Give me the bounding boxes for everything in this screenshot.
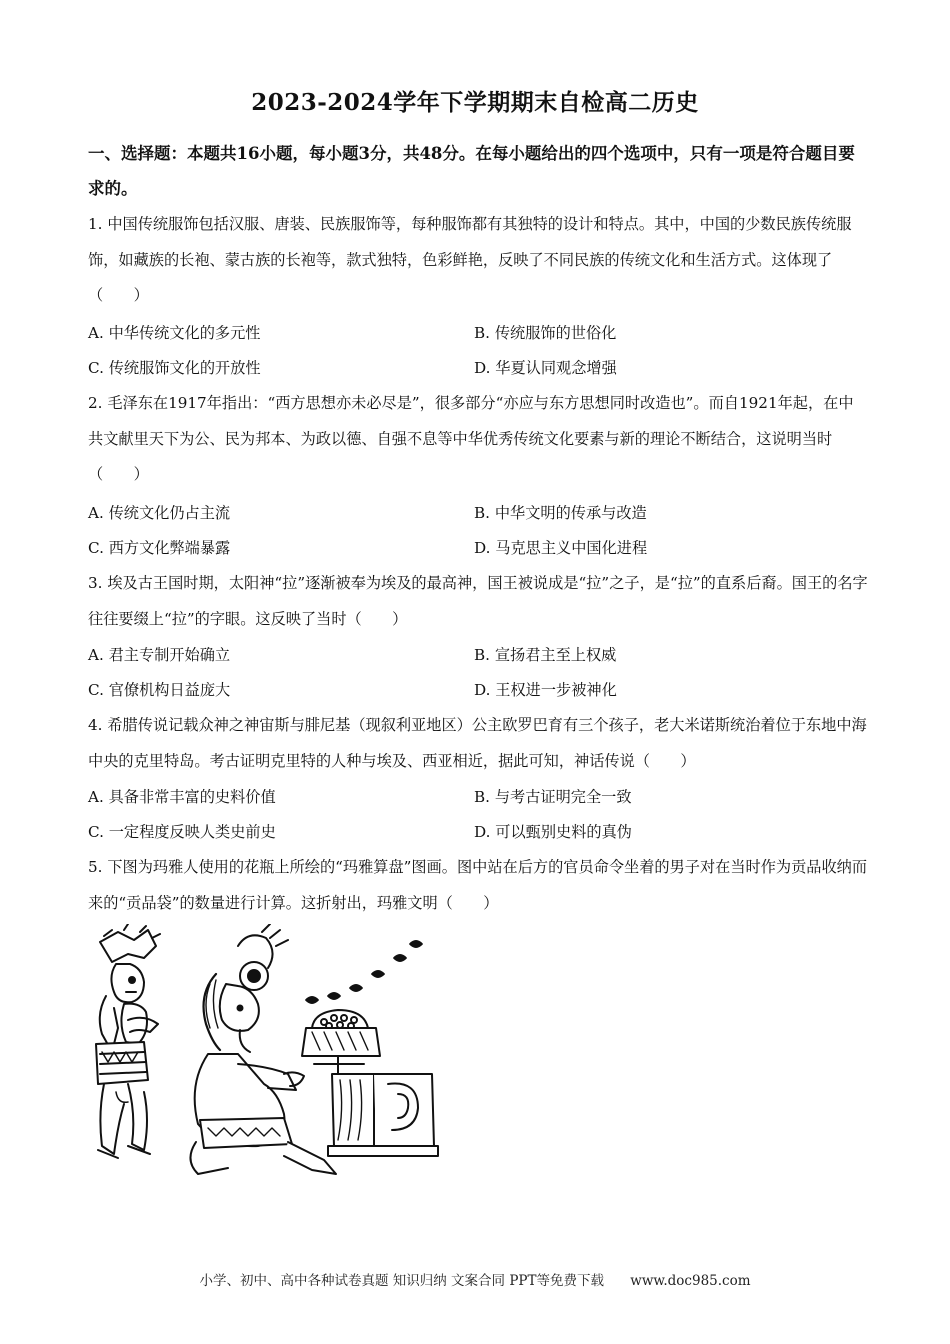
question-4-option-b[interactable]: B. 与考古证明完全一致 bbox=[474, 788, 632, 806]
question-5-stem: 5. 下图为玛雅人使用的花瓶上所绘的“玛雅算盘”图画。图中站在后方的官员命令坐着的男子对在当时作为贡品收纳而来的“贡品袋”的数量进行计算。这折射出，玛雅文明（ ） bbox=[88, 858, 868, 912]
question-1-option-a[interactable]: A. 中华传统文化的多元性 bbox=[88, 324, 261, 342]
section-heading: 一、选择题：本题共16小题，每小题3分，共48分。在每小题给出的四个选项中，只有一项是符合题目要求的。 bbox=[88, 144, 855, 198]
question-3-option-d[interactable]: D. 王权进一步被神化 bbox=[474, 681, 617, 699]
question-2-stem: 2. 毛泽东在1917年指出：“西方思想亦未必尽是”，很多部分“亦应与东方思想同时改造也”。而自1921年起，在中共文献里天下为公、民为邦本、为政以德、自强不息等中华优秀传统文化要素与新的理论不断结合，这说明当时（ ） bbox=[88, 394, 854, 483]
question-1-option-d[interactable]: D. 华夏认同观念增强 bbox=[474, 359, 617, 377]
maya-number-glyphs bbox=[306, 941, 422, 1003]
page-footer bbox=[0, 1269, 950, 1289]
question-1-option-c[interactable]: C. 传统服饰文化的开放性 bbox=[88, 359, 261, 377]
question-4-stem: 4. 希腊传说记载众神之神宙斯与腓尼基（现叙利亚地区）公主欧罗巴育有三个孩子，老大米诺斯统治着位于东地中海中央的克里特岛。考古证明克里特的人种与埃及、西亚相近，据此可知，神话传说（ ） bbox=[88, 716, 867, 770]
exam-title: 2023-2024学年下学期期末自检高二历史 bbox=[251, 89, 699, 116]
question-4-option-d[interactable]: D. 可以甄别史料的真伪 bbox=[474, 823, 632, 841]
question-4-option-a[interactable]: A. 具备非常丰富的史料价值 bbox=[88, 788, 276, 806]
question-2-option-a[interactable]: A. 传统文化仍占主流 bbox=[88, 504, 231, 522]
footer-link[interactable]: www.doc985.com bbox=[630, 1273, 751, 1289]
question-2-option-b[interactable]: B. 中华文明的传承与改造 bbox=[474, 504, 647, 522]
question-3-option-b[interactable]: B. 宣扬君主至上权威 bbox=[474, 646, 617, 664]
footer-text: 小学、初中、高中各种试卷真题 知识归纳 文案合同 PPT等免费下载 bbox=[199, 1273, 604, 1289]
question-1-option-b[interactable]: B. 传统服饰的世俗化 bbox=[474, 324, 617, 342]
maya-abacus-illustration bbox=[88, 924, 440, 1186]
question-4-option-c[interactable]: C. 一定程度反映人类史前史 bbox=[88, 823, 276, 841]
question-2-option-c[interactable]: C. 西方文化弊端暴露 bbox=[88, 539, 231, 557]
question-3-stem: 3. 埃及古王国时期，太阳神“拉”逐渐被奉为埃及的最高神，国王被说成是“拉”之子，是“拉”的直系后裔。国王的名字往往要缀上“拉”的字眼。这反映了当时（ ） bbox=[88, 574, 868, 628]
tribute-bag-pedestal bbox=[302, 1010, 438, 1156]
question-2-option-d[interactable]: D. 马克思主义中国化进程 bbox=[474, 539, 648, 557]
question-1-stem: 1. 中国传统服饰包括汉服、唐装、民族服饰等，每种服饰都有其独特的设计和特点。其中，中国的少数民族传统服饰，如藏族的长袍、蒙古族的长袍等，款式独特，色彩鲜艳，反映了不同民族的传统文化和生活方式。这体现了（ ） bbox=[88, 215, 852, 304]
standing-official-figure bbox=[96, 924, 160, 1158]
question-3-option-a[interactable]: A. 君主专制开始确立 bbox=[88, 646, 231, 664]
question-3-option-c[interactable]: C. 官僚机构日益庞大 bbox=[88, 681, 231, 699]
